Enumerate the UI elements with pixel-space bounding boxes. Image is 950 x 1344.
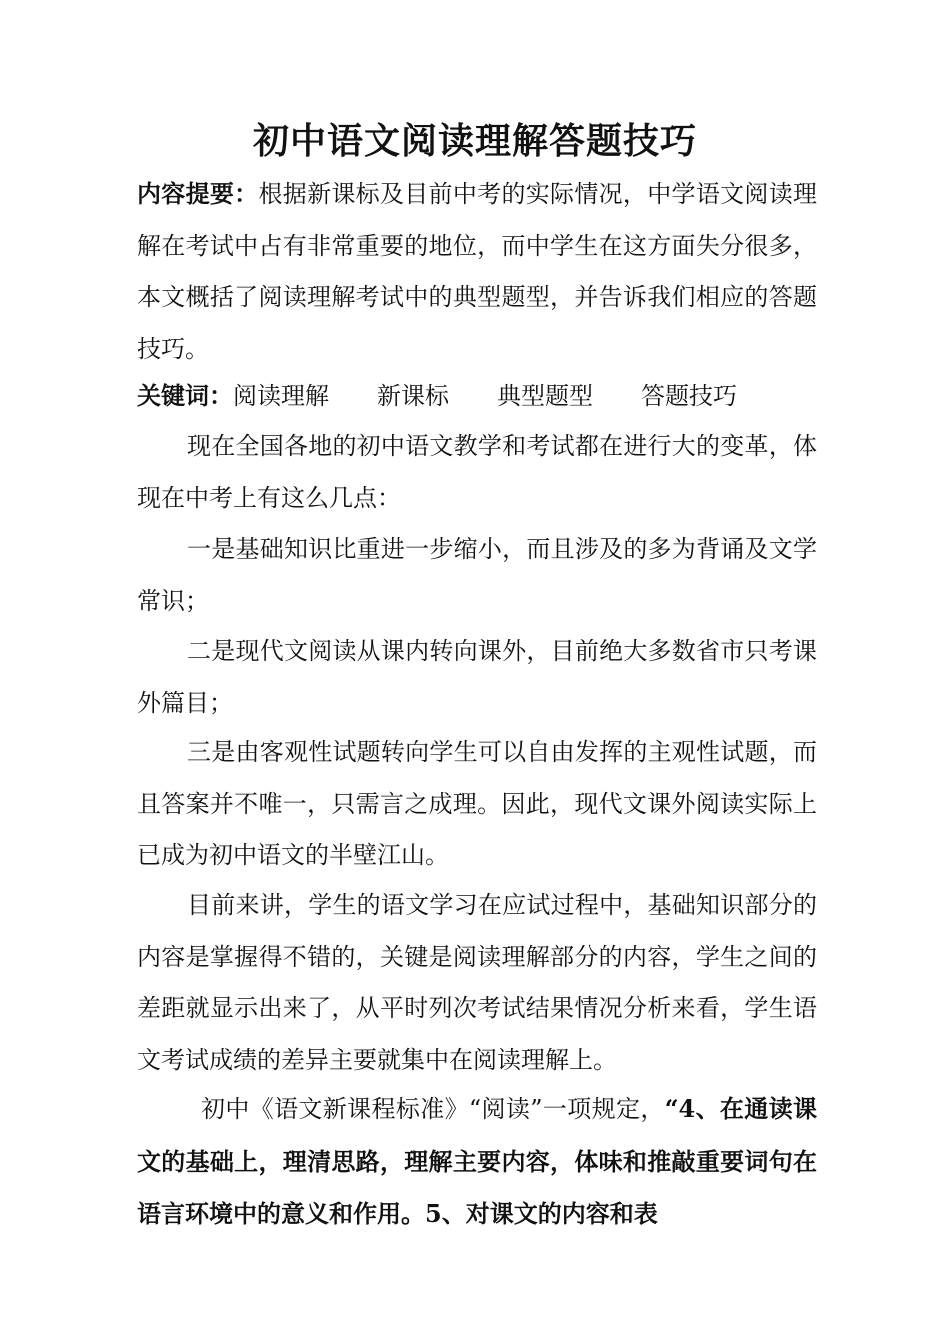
standard-text: 初中《语文新课程标准》“阅读”一项规定， bbox=[201, 1095, 665, 1123]
keywords-label: 关键词： bbox=[137, 381, 233, 410]
abstract-paragraph bbox=[137, 168, 817, 375]
document-title: 初中语文阅读理解答题技巧 bbox=[252, 120, 697, 162]
body-paragraph: 二是现代文阅读从课内转向课外，目前绝大多数省市只考课外篇目； bbox=[137, 637, 817, 717]
body-paragraph: 现在全国各地的初中语文教学和考试都在进行大的变革，体现在中考上有这么几点： bbox=[137, 432, 817, 512]
body-paragraph: 目前来讲，学生的语文学习在应试过程中，基础知识部分的内容是掌握得不错的，关键是阅读理解部分的内容，学生之间的差距就显示出来了，从平时列次考试结果情况分析来看，学生语文考试成绩的差异主要就集中在阅读理解上。 bbox=[137, 891, 817, 1074]
body-paragraph: 三是由客观性试题转向学生可以自由发挥的主观性试题，而且答案并不唯一，只需言之成理。因此，现代文课外阅读实际上已成为初中语文的半壁江山。 bbox=[137, 738, 817, 869]
keyword: 典型题型 bbox=[497, 382, 593, 410]
keyword: 新课标 bbox=[377, 382, 449, 410]
standard-paragraph bbox=[137, 1083, 817, 1241]
standard-quote: “4、在通读课文的基础上，理清思路，理解主要内容，体味和推敲重要词句在语言环境中的意义和作用。5、对课文的内容和表 bbox=[137, 1094, 817, 1228]
keyword: 阅读理解 bbox=[233, 382, 329, 410]
abstract-label: 内容提要： bbox=[137, 179, 259, 208]
abstract-text: 根据新课标及目前中考的实际情况，中学语文阅读理解在考试中占有非常重要的地位，而中学生在这方面失分很多，本文概括了阅读理解考试中的典型题型，并告诉我们相应的答题技巧。 bbox=[137, 180, 818, 363]
keywords-line bbox=[137, 370, 817, 423]
body-paragraph: 一是基础知识比重进一步缩小，而且涉及的多为背诵及文学常识； bbox=[137, 535, 817, 615]
keyword: 答题技巧 bbox=[641, 382, 737, 410]
